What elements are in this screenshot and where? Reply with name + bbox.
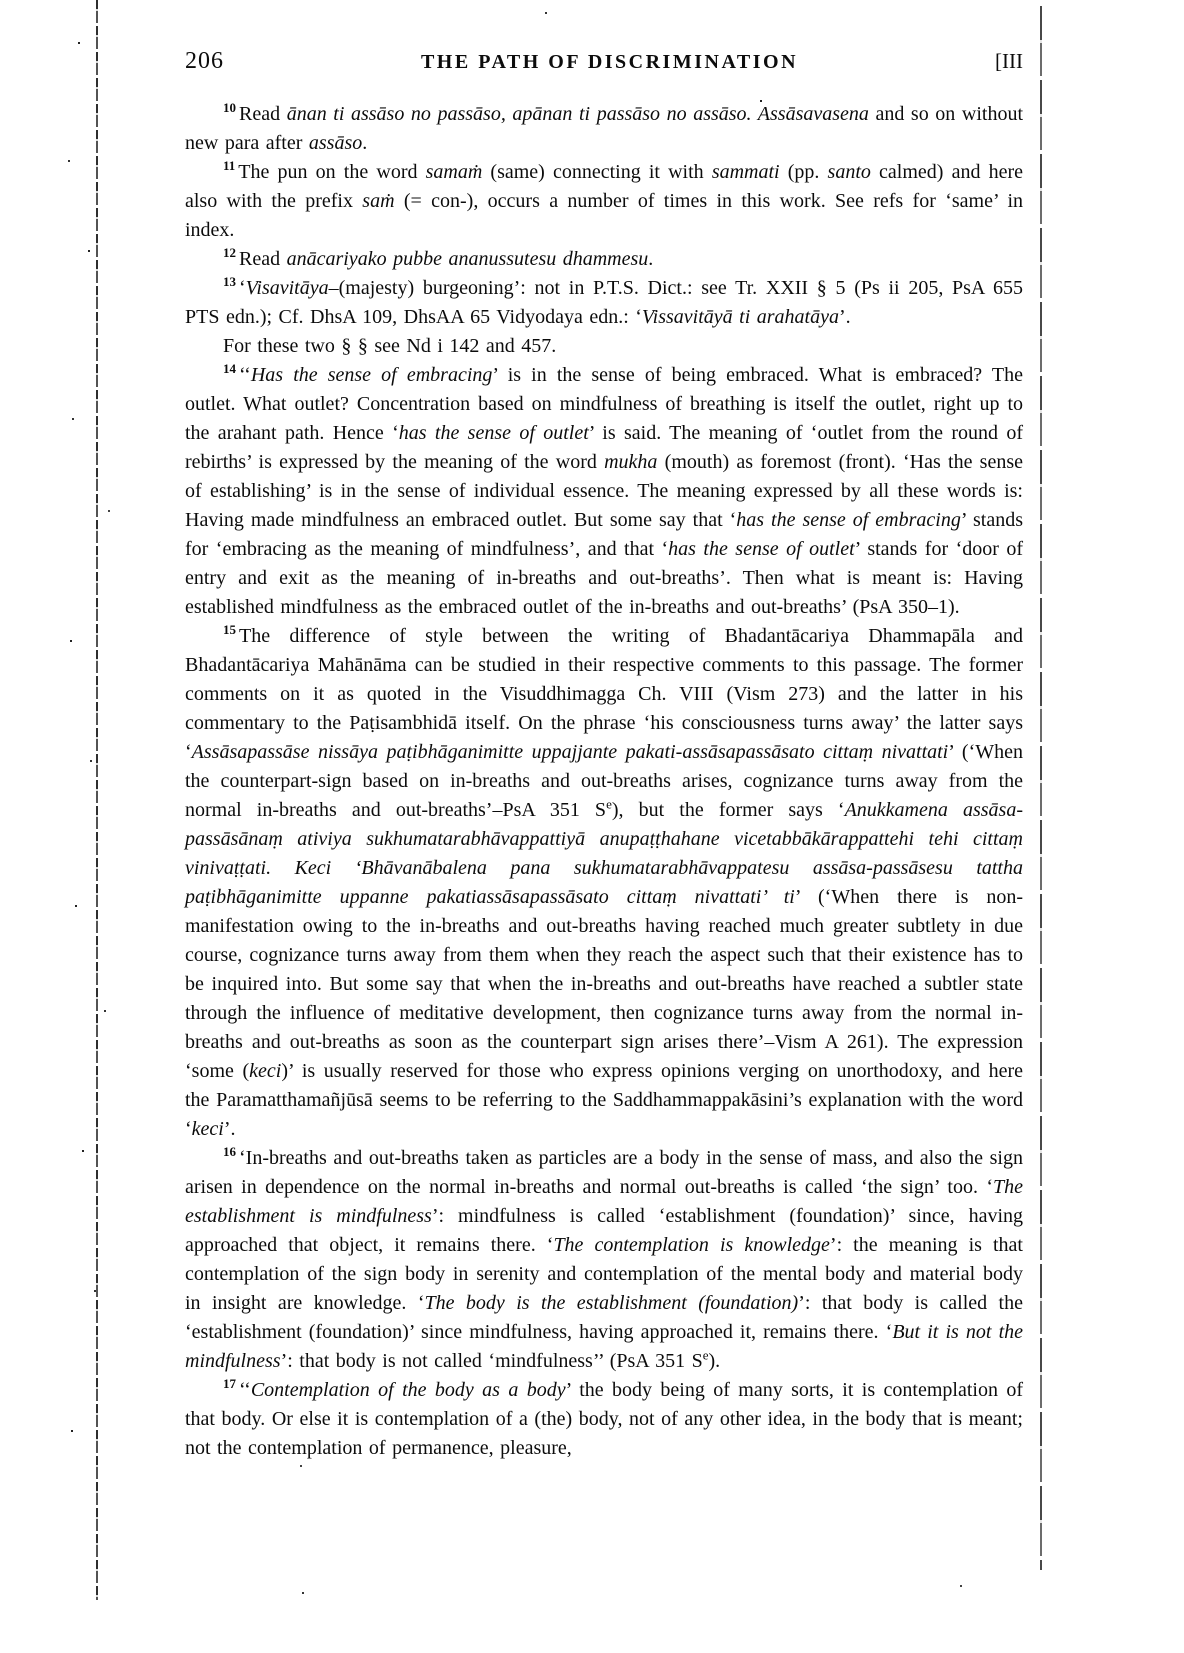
text-segment: ’: that body is called the ‘establishment (foundation)’ since mindfulness, having approached it, remains there. ‘ (185, 1292, 1023, 1343)
text-segment: ‘‘ (239, 1379, 251, 1401)
footnote-number: 16 (223, 1144, 236, 1160)
text-segment: Anukkamena assāsa-passāsānaṃ ativiya sukhumatarabhāvappattiyā anupaṭṭhahane vicetabbākārappattehi tehi cittaṃ vinivaṭṭati. Keci ‘Bhāvanābalena pana sukhumatarabhāvappatesu assāsa-passāsesu tattha paṭibhāganimitte uppanne pakatiassāsapassāsato cittaṃ nivattati’ ti (185, 799, 1023, 908)
text-segment: mukha (604, 451, 658, 473)
text-segment: ’ (‘When there is non-manifestation owing to the in-breaths and out-breaths having reached much greater subtlety in due course, cognizance turns away from them when they reach the aspect such that their existence has to be inquired into. But some say that when the in-breaths and out-breaths have reached a subtler state through the influence of meditative development, then cognizance turns away from the normal in-breaths and out-breaths as soon as the counterpart sign arises there’–Vism A 261). The expression ‘some ( (185, 886, 1023, 1082)
footnote-12 (185, 245, 1023, 274)
footnote-paragraph (185, 332, 1023, 361)
text-segment: and so on without new para after (185, 103, 1023, 154)
text-segment: The contemplation is knowledge (553, 1234, 830, 1256)
text-segment: ), but the former says ‘ (611, 799, 845, 821)
text-segment: ). (708, 1350, 721, 1372)
text-segment: ’. (838, 306, 851, 328)
text-segment: calmed) and here also with the prefix (185, 161, 1023, 212)
text-segment: (same) connecting it with (482, 161, 712, 183)
footnote-number: 15 (223, 622, 236, 638)
text-segment: –(majesty) burgeoning’: not in P.T.S. Dict.: see Tr. XXII § 5 (Ps ii 205, PsA 655 PTS edn.); Cf. DhsA 109, DhsAA 65 Vidyodaya edn.: ‘ (185, 277, 1023, 328)
footnote-number: 13 (223, 274, 236, 290)
text-segment: ‘In-breaths and out-breaths taken as particles are a body in the sense of mass, and also the sign arisen in dependence on the normal in-breaths and normal out-breaths is called ‘the sign’ too. ‘ (185, 1147, 1023, 1198)
footnote-14 (185, 361, 1023, 622)
text-segment: ‘ (239, 277, 246, 299)
scan-edge-line-right (1040, 6, 1042, 1570)
text-segment: ’ stands for ‘door of entry and exit as the meaning of in-breaths and out-breaths’. Then what is meant is: Having established mindfulness as the embraced outlet of the in-breaths and out-breaths’ (PsA 350–1). (185, 538, 1024, 618)
text-segment: ’ (‘When the counterpart-sign based on in-breaths and out-breaths arises, cognizance turns away from the normal in-breaths and out-breaths’–PsA 351 S (185, 741, 1024, 821)
text-segment: )’ is usually reserved for those who express opinions verging on unorthodoxy, and here the Paramatthamañjūsā seems to be referring to the Saddhammappakāsini’s explanation with the word ‘ (185, 1060, 1023, 1140)
text-segment: ’: that body is not called ‘mindfulness’’ (PsA 351 S (280, 1350, 703, 1372)
text-segment: Contemplation of the body as a body (250, 1379, 566, 1401)
footnote-number: 12 (223, 245, 236, 261)
scan-binding-line-left (96, 0, 98, 1600)
running-title: THE PATH OF DISCRIMINATION (420, 51, 799, 73)
text-segment: samaṁ (425, 161, 483, 183)
footnote-17 (185, 1376, 1023, 1463)
text-segment: sammati (711, 161, 780, 183)
text-segment: . (648, 248, 654, 270)
text-segment: The difference of style between the writing of Bhadantācariya Dhammapāla and Bhadantācariya Mahānāma can be studied in their respective comments to this passage. The former comments on it as quoted in the Visuddhimagga Ch. VIII (Vism 273) and the latter in his commentary to the Paṭisambhidā itself. On the phrase ‘his consciousness turns away’ the latter says ‘ (185, 625, 1023, 763)
text-segment: Read (239, 248, 287, 270)
text-segment: ānan ti assāso no passāso, apānan ti passāso no assāso. Assāsavasena (286, 103, 869, 125)
text-segment: anācariyako pubbe ananussutesu dhammesu (286, 248, 649, 270)
text-segment: assāso (308, 132, 363, 154)
text-segment: ‘‘ (239, 364, 251, 386)
text-segment: saṁ (362, 190, 395, 212)
folio-reference: [III (995, 49, 1023, 73)
text-segment: Vissavitāyā ti arahatāya (641, 306, 839, 328)
footnote-16 (185, 1144, 1023, 1376)
text-segment: . (362, 132, 368, 154)
text-segment: But it is not the mindfulness (185, 1321, 1023, 1372)
footnote-number: 14 (223, 361, 236, 377)
text-segment: ’ is in the sense of being embraced. What is embraced? The outlet. What outlet? Concentration based on mindfulness of breathing is itself the outlet, right up to the arahant path. Hence ‘ (185, 364, 1023, 444)
text-segment: ’. (223, 1118, 236, 1140)
text-segment: The body is the establishment (foundation) (424, 1292, 799, 1314)
footnote-15 (185, 622, 1023, 1144)
text-segment: e (702, 1347, 709, 1363)
page-header (185, 48, 1023, 75)
text-segment: ’: mindfulness is called ‘establishment (foundation)’ since, having approached that object, it remains there. ‘ (185, 1205, 1023, 1256)
text-segment: ’ the body being of many sorts, it is contemplation of that body. Or else it is contemplation of a (the) body, not of any other idea, in the body that is meant; not the contemplation of permanence, pleasure, (185, 1379, 1023, 1459)
text-segment: ’: the meaning is that contemplation of the sign body in serenity and contemplation of the mental body and material body in insight are knowledge. ‘ (185, 1234, 1023, 1314)
text-segment: The establishment is mindfulness (185, 1176, 1023, 1227)
text-segment: keci (249, 1060, 282, 1082)
text-segment: (mouth) as foremost (front). ‘Has the sense of establishing’ is in the sense of individual essence. The meaning expressed by all these words is: Having made mindfulness an embraced outlet. But some say that ‘ (185, 451, 1024, 531)
text-segment: Assāsapassāse nissāya paṭibhāganimitte uppajjante pakati-assāsapassāsato cittaṃ nivattati (191, 741, 949, 763)
footnote-11 (185, 158, 1023, 245)
footnotes (185, 100, 1023, 1463)
text-segment: (= con-), occurs a number of times in this work. See refs for ‘same’ in index. (185, 190, 1024, 241)
text-segment: ’ stands for ‘embracing as the meaning of mindfulness’, and that ‘ (185, 509, 1023, 560)
text-segment: has the sense of outlet (398, 422, 589, 444)
text-segment: has the sense of outlet (668, 538, 855, 560)
scan-noise-specks (0, 0, 2, 2)
page-number: 206 (185, 48, 224, 74)
text-segment: Has the sense of embracing (250, 364, 493, 386)
text-segment: e (606, 796, 612, 812)
footnote-number: 11 (223, 158, 236, 174)
text-segment: keci (191, 1118, 224, 1140)
text-segment: Visavitāya (245, 277, 329, 299)
text-segment: ’ is said. The meaning of ‘outlet from the round of rebirths’ is expressed by the meaning of the word (185, 422, 1023, 473)
text-segment: Read (239, 103, 287, 125)
text-segment: For these two § § see Nd i 142 and 457. (223, 335, 557, 357)
text-segment: The pun on the word (238, 161, 426, 183)
text-segment: has the sense of embracing (736, 509, 961, 531)
footnote-number: 10 (223, 100, 236, 116)
footnote-10 (185, 100, 1023, 158)
footnote-13 (185, 274, 1023, 332)
footnote-number: 17 (223, 1376, 236, 1392)
text-segment: santo (827, 161, 871, 183)
text-segment: (pp. (779, 161, 828, 183)
